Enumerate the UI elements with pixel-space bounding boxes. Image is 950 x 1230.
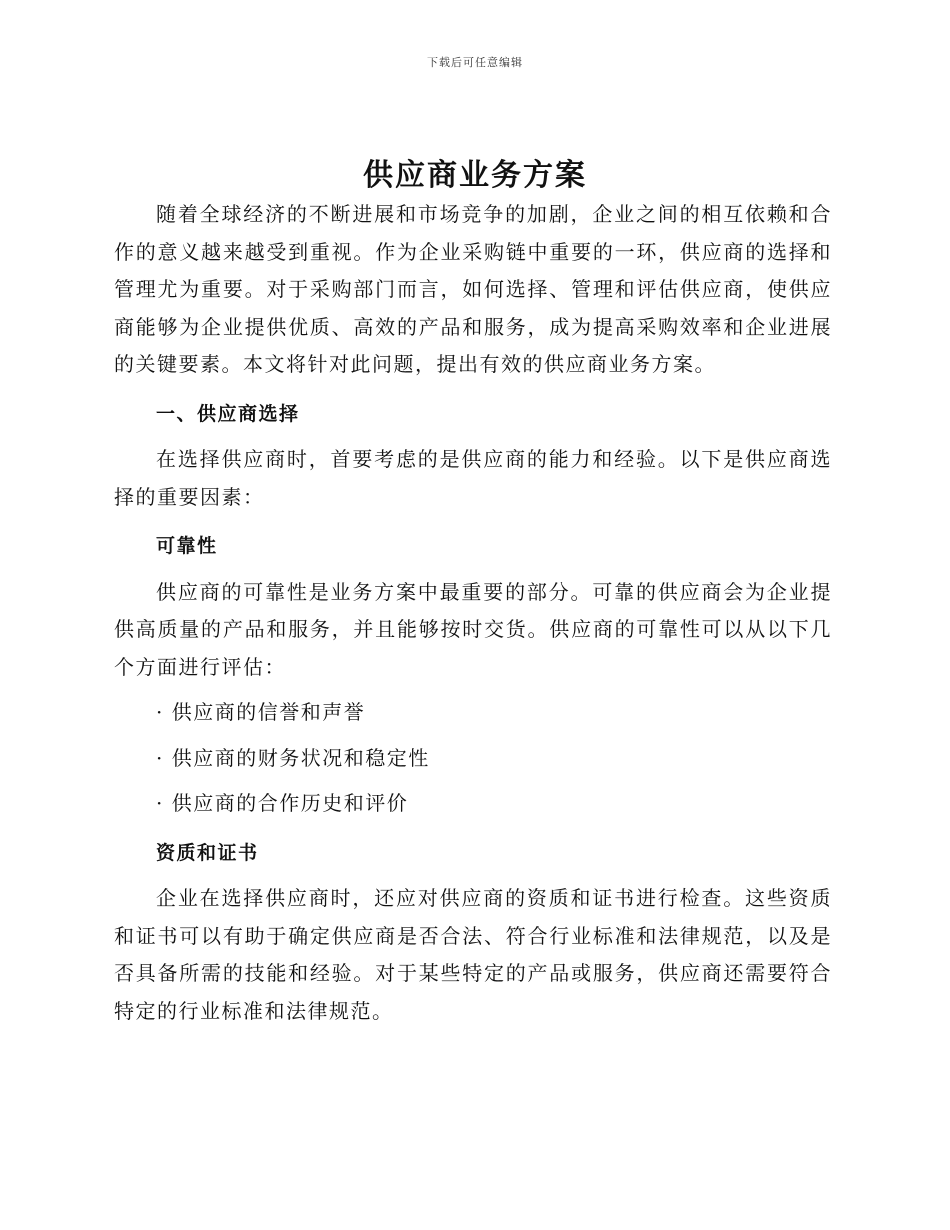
list-item: · 供应商的财务状况和稳定性 (156, 745, 430, 770)
reliability-paragraph: 供应商的可靠性是业务方案中最重要的部分。可靠的供应商会为企业提供高质量的产品和服务，并且能够按时交货。供应商的可靠性可以从以下几个方面进行评估： (114, 579, 832, 679)
subheading-reliability: 可靠性 (156, 535, 218, 557)
document-title: 供应商业务方案 (363, 158, 587, 193)
list-item: · 供应商的信誉和声誉 (156, 700, 366, 724)
intro-paragraph: 随着全球经济的不断进展和市场竞争的加剧，企业之间的相互依赖和合作的意义越来越受到重视。作为企业采购链中重要的一环，供应商的选择和管理尤为重要。对于采购部门而言，如何选择、管理和评估供应商，使供应商能够为企业提供优质、高效的产品和服务，成为提高采购效率和企业进展的关键要素。本文将针对此问题，提出有效的供应商业务方案。 (114, 202, 832, 376)
document-body (114, 196, 832, 1030)
list-item: · 供应商的合作历史和评价 (156, 791, 409, 815)
subheading-qualification: 资质和证书 (156, 841, 259, 864)
section-heading-supplier-selection: 一、供应商选择 (156, 402, 300, 425)
supplier-selection-paragraph: 在选择供应商时，首要考虑的是供应商的能力和经验。以下是供应商选择的重要因素： (114, 447, 832, 509)
qualification-paragraph: 企业在选择供应商时，还应对供应商的资质和证书进行检查。这些资质和证书可以有助于确定供应商是否合法、符合行业标准和法律规范，以及是否具备所需的技能和经验。对于某些特定的产品或服务，供应商还需要符合特定的行业标准和法律规范。 (114, 886, 832, 1023)
page-header-note: 下载后可任意编辑 (427, 56, 523, 69)
